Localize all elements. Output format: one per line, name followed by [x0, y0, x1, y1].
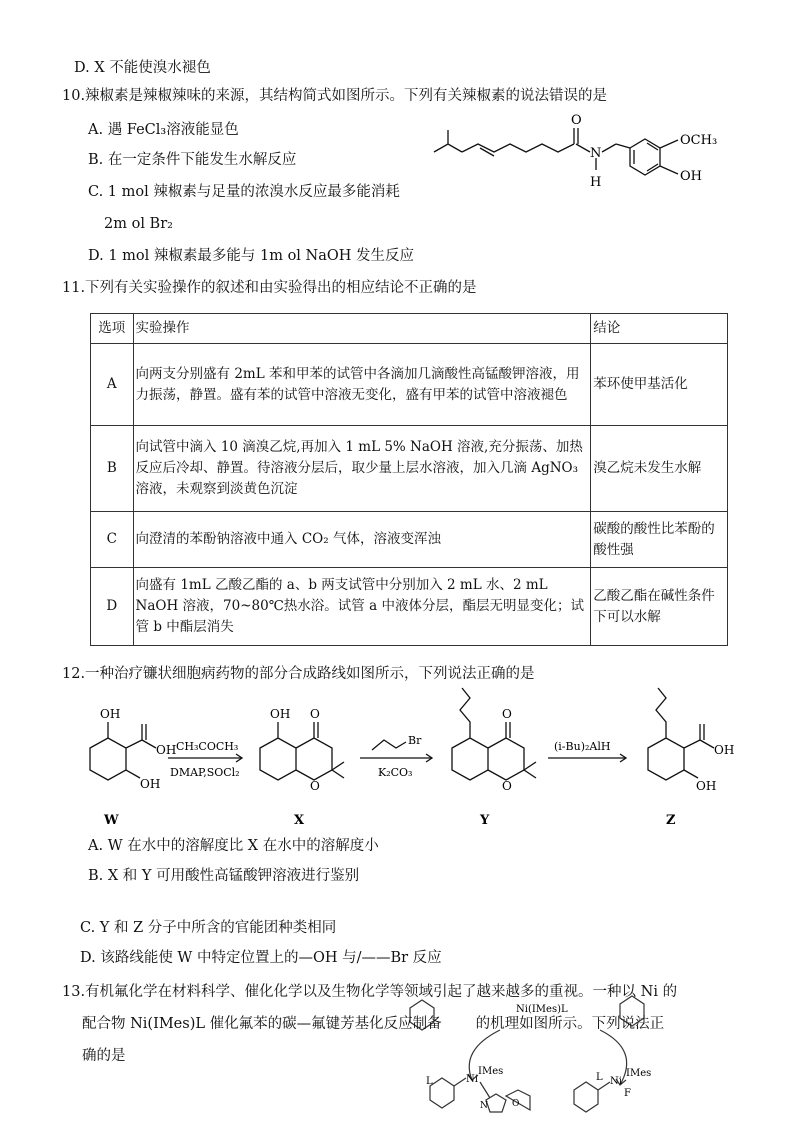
row-option: B	[91, 426, 134, 512]
mech-imes-left: IMes	[478, 1066, 504, 1077]
table-row	[91, 426, 728, 512]
reagent3-top: (i-Bu)₂AlH	[554, 740, 611, 753]
table-row	[91, 344, 728, 426]
mech-f: F	[624, 1088, 631, 1099]
header-conclusion: 结论	[591, 314, 728, 344]
mech-ni-left: Ni	[466, 1074, 478, 1085]
z-oh-bottom: OH	[696, 779, 717, 793]
mech-ni-right: Ni	[610, 1076, 622, 1087]
q12-option-c: C. Y 和 Z 分子中所含的官能团种类相同	[80, 920, 337, 936]
capsaicin-o: O	[571, 113, 582, 128]
mech-l-left: L	[426, 1076, 433, 1087]
q12-stem: 12.一种治疗镰状细胞病药物的部分合成路线如图所示，下列说法正确的是	[62, 666, 535, 682]
capsaicin-n: N	[590, 146, 602, 161]
x-oh: OH	[270, 707, 291, 721]
q10-option-a: A. 遇 FeCl₃溶液能显色	[88, 122, 239, 138]
q11-stem: 11.下列有关实验操作的叙述和由实验得出的相应结论不正确的是	[62, 280, 477, 296]
capsaicin-oh: OH	[680, 169, 702, 184]
mech-l-right: L	[596, 1072, 603, 1083]
z-oh-acid: OH	[714, 743, 735, 757]
q10-option-c: C. 1 mol 辣椒素与足量的浓溴水反应最多能消耗	[88, 184, 400, 200]
q12-option-d: D. 该路线能使 W 中特定位置上的—OH 与/——Br 反应	[80, 950, 442, 966]
mech-catalyst: Ni(IMes)L	[516, 1004, 568, 1015]
reagent1-bottom: DMAP,SOCl₂	[170, 766, 240, 779]
x-o-ring: O	[310, 779, 320, 793]
y-o-ring: O	[502, 779, 512, 793]
q13-stem-line2-head: 配合物 Ni(IMes)L 催化氟苯的碳—氟键芳基化反应制备	[82, 1016, 442, 1032]
row-operation: 向盛有 1mL 乙酸乙酯的 a、b 两支试管中分别加入 2 mL 水、2 mL NaOH 溶液，70~80℃热水浴。试管 a 中液体分层，酯层无明显变化；试管 b 中酯层消失	[133, 568, 591, 646]
capsaicin-structure	[430, 108, 730, 198]
q12-option-a: A. W 在水中的溶解度比 X 在水中的溶解度小	[88, 838, 379, 854]
capsaicin-h: H	[590, 175, 602, 190]
row-option: A	[91, 344, 134, 426]
q12-synthesis-scheme	[60, 686, 750, 826]
q10-stem: 10.辣椒素是辣椒辣味的来源，其结构简式如图所示。下列有关辣椒素的说法错误的是	[62, 88, 608, 104]
w-ring	[90, 738, 126, 780]
row-operation: 向试管中滴入 10 滴溴乙烷,再加入 1 mL 5% NaOH 溶液,充分振荡、加热反应后冷却、静置。待溶液分层后，取少量上层水溶液，加入几滴 AgNO₃溶液，未观察到淡黄色沉淀	[133, 426, 591, 512]
table-row	[91, 512, 728, 568]
table-header-row	[91, 314, 728, 344]
table-row	[91, 568, 728, 646]
label-w: W	[104, 813, 119, 826]
q13-stem-line3: 确的是	[82, 1048, 126, 1064]
row-conclusion: 苯环使甲基活化	[591, 344, 728, 426]
mech-n-left: N	[480, 1101, 488, 1111]
row-operation: 向两支分别盛有 2mL 苯和甲苯的试管中各滴加几滴酸性高锰酸钾溶液，用力振荡，静置。盛有苯的试管中溶液无变化，盛有甲苯的试管中溶液褪色	[133, 344, 591, 426]
w-oh-acid: OH	[156, 743, 177, 757]
reagent2-top: Br	[408, 734, 422, 747]
row-conclusion: 溴乙烷未发生水解	[591, 426, 728, 512]
mech-imes-right: IMes	[626, 1068, 652, 1079]
header-option: 选项	[91, 314, 134, 344]
mech-o-left: O	[512, 1099, 520, 1109]
q10-option-d: D. 1 mol 辣椒素最多能与 1m ol NaOH 发生反应	[88, 248, 415, 264]
label-x: X	[294, 813, 305, 826]
reagent2-bottom: K₂CO₃	[378, 766, 413, 779]
x-o-carbonyl: O	[310, 707, 320, 721]
row-option: C	[91, 512, 134, 568]
label-z: Z	[666, 813, 676, 826]
q13-stem-line1: 13.有机氟化学在材料科学、催化化学以及生物化学等领域引起了越来越多的重视。一种以 Ni 的	[62, 984, 678, 1000]
q9-option-d: D. X 不能使溴水褪色	[74, 60, 211, 76]
row-option: D	[91, 568, 134, 646]
q11-experiment-table	[90, 313, 728, 646]
header-operation: 实验操作	[133, 314, 591, 344]
q13-mechanism-diagram	[400, 990, 700, 1121]
q12-option-b: B. X 和 Y 可用酸性高锰酸钾溶液进行鉴别	[88, 868, 360, 884]
row-conclusion: 乙酸乙酯在碱性条件下可以水解	[591, 568, 728, 646]
q10-option-b: B. 在一定条件下能发生水解反应	[88, 152, 297, 168]
label-y: Y	[480, 813, 490, 826]
y-o-carbonyl: O	[502, 707, 512, 721]
row-operation: 向澄清的苯酚钠溶液中通入 CO₂ 气体，溶液变浑浊	[133, 512, 591, 568]
q13-stem-line2-tail: 的机理如图所示。下列说法正	[475, 1016, 665, 1032]
reagent1-top: CH₃COCH₃	[176, 740, 239, 753]
q10-option-c-cont: 2m ol Br₂	[104, 216, 173, 232]
capsaicin-och3: OCH₃	[680, 133, 718, 148]
w-oh-bottom: OH	[140, 777, 161, 791]
w-oh-top: OH	[100, 707, 121, 721]
row-conclusion: 碳酸的酸性比苯酚的酸性强	[591, 512, 728, 568]
